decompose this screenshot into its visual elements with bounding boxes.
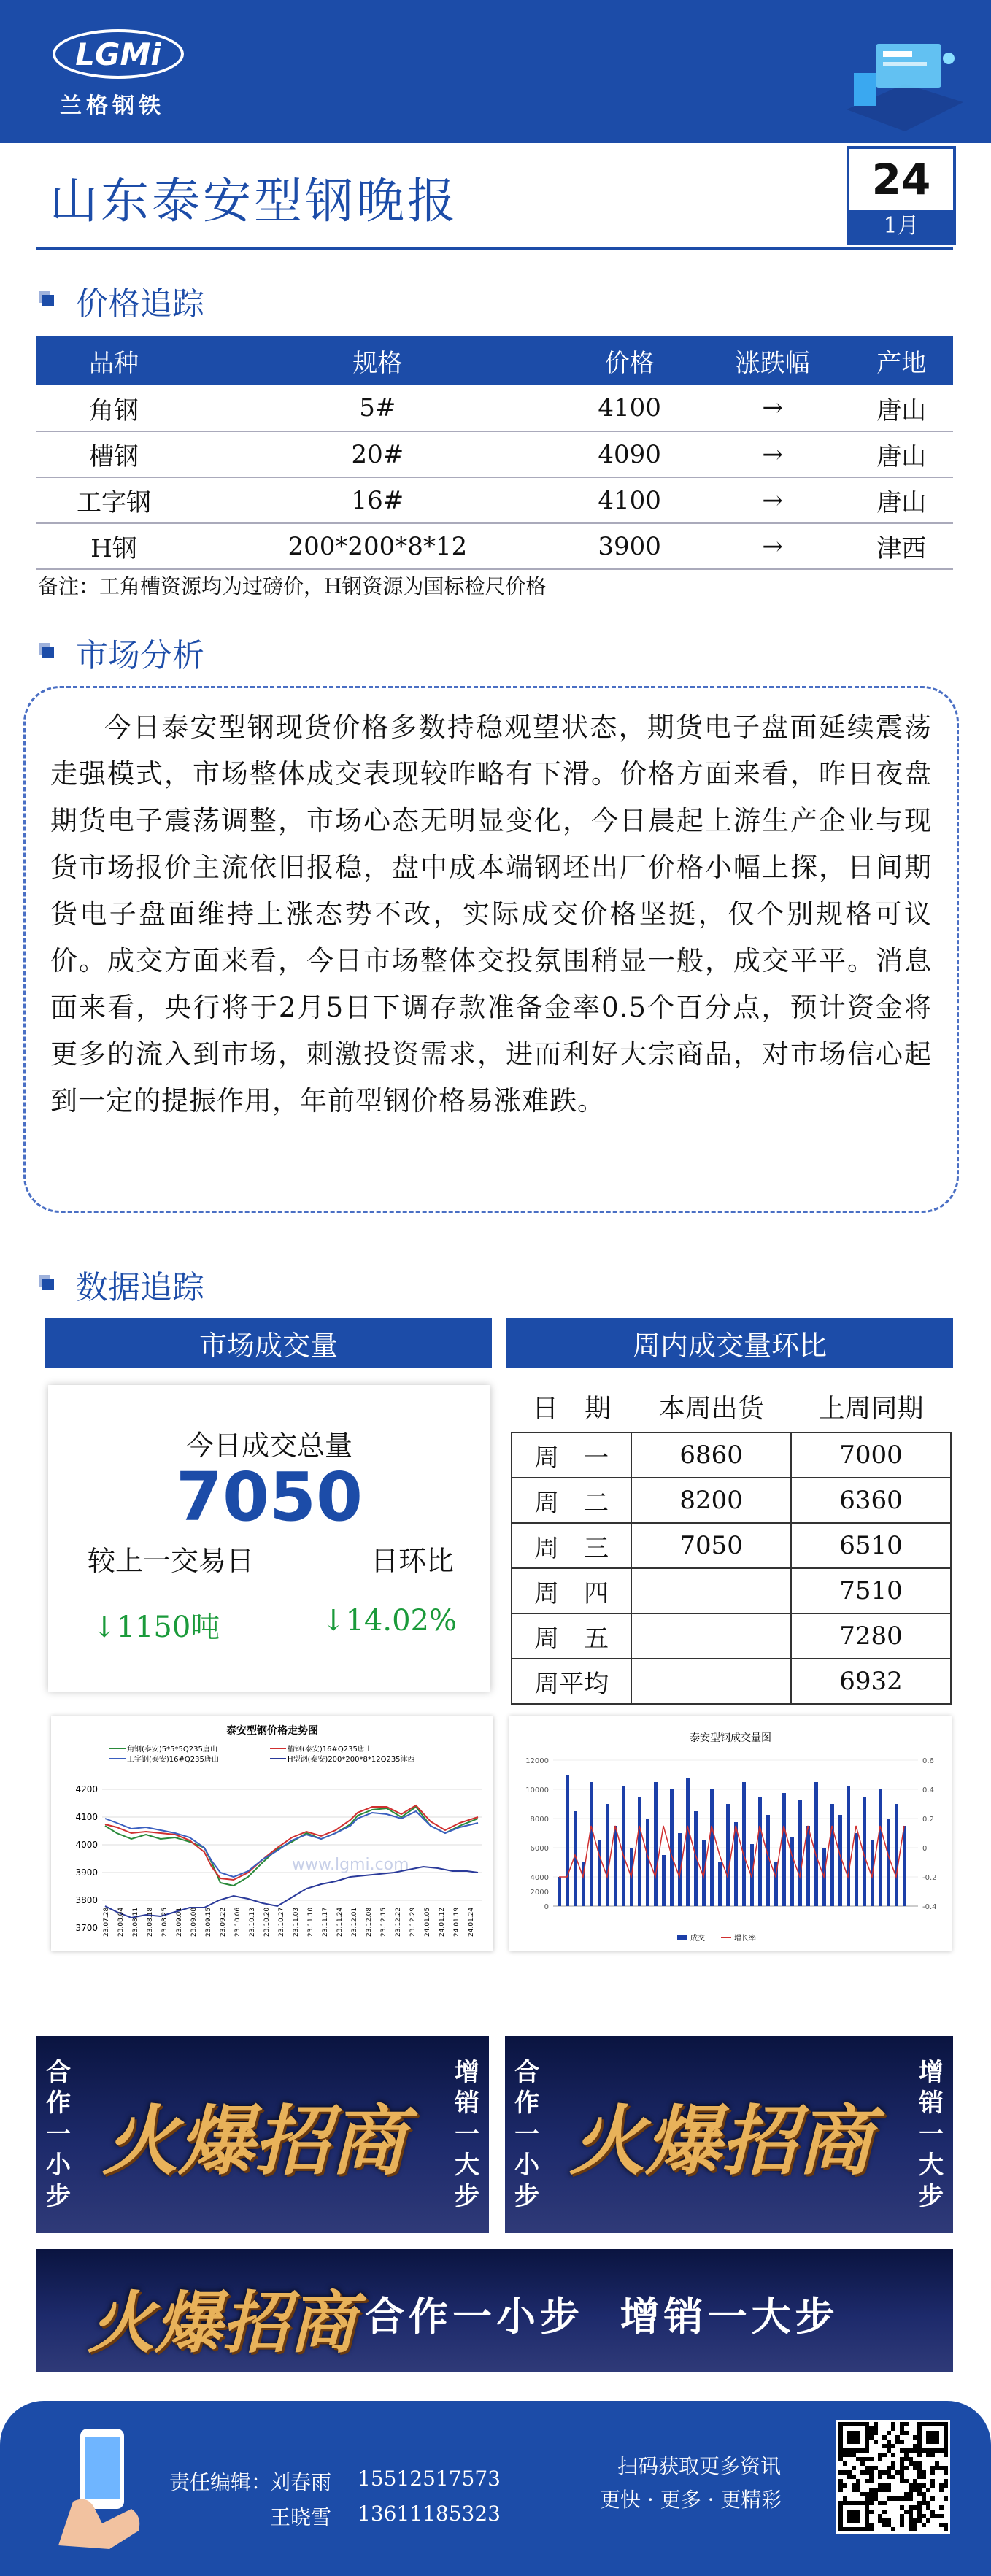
cell: 本周出货 [658,1394,764,1424]
x-tick: 23.10.06 [234,1907,242,1937]
cell: 5# [191,385,564,431]
table-row [512,1478,951,1523]
y-tick: -0.4 [922,1903,937,1911]
table-row [512,1568,951,1613]
x-tick: 23.10.20 [263,1907,271,1937]
cell: 6510 [791,1523,951,1568]
table-row [512,1613,951,1659]
ratio-label: 日环比 [370,1545,454,1577]
cell: 周 四 [512,1568,631,1613]
cell: 日 期 [532,1394,612,1424]
cell: 16# [191,477,564,523]
cell [631,1613,791,1659]
title-underline [36,247,953,250]
cell: 6932 [791,1659,951,1704]
bar [879,1789,882,1906]
x-tick: 23.11.17 [322,1907,329,1937]
bar [742,1782,746,1906]
x-tick: 23.11.10 [307,1907,315,1937]
banner-main-text: 火爆招商 [88,2284,357,2362]
legend-item: 成交 [690,1935,705,1943]
qr-text: 更快 · 更多 · 更精彩 [600,2488,782,2512]
section-square-icon [42,1279,54,1290]
x-tick: 23.10.27 [278,1907,285,1937]
cell: 周 三 [512,1523,631,1568]
price-table [36,336,953,570]
market-volume-bar: 市场成交量 [45,1318,492,1368]
cell: 4100 [564,385,695,431]
date-badge [847,146,956,245]
cell: 6360 [791,1478,951,1523]
bar [790,1837,794,1906]
y-tick: 0.2 [922,1816,934,1824]
banner-main-text: 火爆招商 [569,2097,874,2186]
cell: → [695,385,850,431]
bar [558,1877,561,1906]
cell [631,1568,791,1613]
cell: → [695,477,850,523]
chart2-title: 泰安型钢成交量图 [690,1732,771,1744]
ad-banner-left[interactable] [36,2036,489,2233]
x-tick: 23.08.18 [147,1907,154,1937]
qr-text: 扫码获取更多资讯 [617,2454,782,2478]
editor-name: 刘春雨 [270,2470,332,2494]
section-square-icon [42,647,54,658]
table-row [512,1523,951,1568]
change-value: ↓1150吨 [92,1611,220,1644]
y-tick: 0.4 [922,1786,934,1794]
y-tick: 10000 [525,1786,549,1794]
x-tick: 23.09.01 [176,1907,183,1937]
cell: 20# [191,431,564,477]
table-row [36,431,953,477]
cell: 上周同期 [818,1394,924,1424]
banner-main-text: 火爆招商 [102,2097,406,2186]
qr-code-icon[interactable] [836,2420,950,2534]
banner-side-text: 合 作 一 小 步 [46,2057,71,2211]
bar [830,1804,834,1906]
table-row [512,1659,951,1704]
today-label: 今日成交总量 [185,1430,352,1462]
analysis-section-header [42,629,204,676]
editor-phone: 15512517573 [358,2467,501,2491]
bar [726,1804,730,1906]
analysis-text: 今日泰安型钢现货价格多数持稳观望状态，期货电子盘面延续震荡走强模式，市场整体成交表现较昨略有下滑。价格方面来看，昨日夜盘期货电子震荡调整，市场心态无明显变化，今日晨起上游生产企业与现货市场报价主流依旧报稳，盘中成本端钢坯出厂价格小幅上探，日间期货电子盘面维持上涨态势不改，实际成交价格坚挺，仅个别规格可议价。成交方面来看，今日市场整体交投氛围稍显一般，成交平平。消息面来看，央行将于2月5日下调存款准备金率0.5个百分点，预计资金将更多的流入到市场，刺激投资需求，进而利好大宗商品，对市场信心起到一定的提振作用，年前型钢价格易涨难跌。 [50,712,932,1117]
banner-slogan: 合作一小步 增销一大步 [365,2294,839,2340]
legend-item: 槽钢(泰安)16#Q235唐山 [288,1746,372,1754]
x-tick: 24.01.19 [453,1907,460,1937]
y-tick: 3900 [75,1867,98,1878]
x-tick: 23.11.03 [293,1907,300,1937]
data-section-title: 数据追踪 [76,1269,204,1306]
compare-label: 较上一交易日 [88,1545,255,1577]
table-row [512,1432,951,1478]
ad-banner-wide[interactable] [36,2249,953,2372]
section-square-icon [42,295,54,306]
y-tick: 6000 [530,1845,549,1853]
cell: 200*200*8*12 [191,523,564,569]
cell: 4090 [564,431,695,477]
editor-label: 责任编辑： [169,2470,272,2494]
cell: 6860 [631,1432,791,1478]
bar [590,1782,593,1906]
table-row [36,477,953,523]
cell: 3900 [564,523,695,569]
cell: 7280 [791,1613,951,1659]
volume-svg [509,1716,952,1951]
y-tick: 4200 [75,1784,98,1794]
banner-side-text: 增 销 一 大 步 [455,2057,479,2211]
x-tick: 23.09.15 [205,1907,212,1937]
bar [638,1797,641,1906]
phone-hand-icon [51,2421,153,2553]
date-day: 24 [871,155,931,204]
logo-text: LGMi [75,36,161,72]
price-header: 品种 [36,336,191,385]
cell: 周 五 [512,1613,631,1659]
x-tick: 23.08.25 [161,1907,169,1937]
y-tick: 2000 [530,1889,549,1897]
x-tick: 23.08.11 [132,1907,139,1937]
bar [606,1804,609,1906]
volume-chart [509,1716,952,1951]
cell: → [695,431,850,477]
bar [758,1797,762,1906]
cell: 8200 [631,1478,791,1523]
x-tick: 24.01.12 [439,1907,446,1937]
analysis-box [23,686,959,1213]
x-tick: 23.07.28 [103,1907,110,1937]
cell: 工字钢 [36,477,191,523]
cell: 角钢 [36,385,191,431]
bar [614,1826,617,1906]
bar [718,1862,722,1906]
y-tick: 3700 [75,1923,98,1933]
bar [887,1819,890,1906]
data-section-header [42,1261,204,1308]
bar [654,1782,658,1906]
x-tick: 23.12.08 [366,1907,373,1937]
y-tick: -0.2 [922,1874,937,1882]
y-tick: 4000 [75,1840,98,1850]
price-section-title: 价格追踪 [76,285,204,323]
cell: 4100 [564,477,695,523]
cell [631,1659,791,1704]
x-tick: 23.12.15 [380,1907,387,1937]
y-tick: 0.6 [922,1757,934,1765]
bar [782,1793,786,1906]
bar [903,1826,906,1906]
table-row [36,523,953,569]
cell: 7510 [791,1568,951,1613]
cell: 唐山 [850,385,953,431]
logo-cn: 兰格钢铁 [60,93,165,119]
x-tick: 23.09.22 [220,1907,227,1937]
x-tick: 23.12.01 [351,1907,358,1937]
bar [847,1786,850,1906]
bar [686,1778,690,1906]
cell: 津西 [850,523,953,569]
chart-watermark: www.lgmi.com [292,1856,409,1874]
bar [798,1800,802,1906]
cell: 槽钢 [36,431,191,477]
x-tick: 23.08.04 [117,1907,125,1937]
y-tick: 0 [544,1903,549,1911]
cell: 唐山 [850,477,953,523]
x-tick: 23.10.13 [249,1907,256,1937]
price-section-header [42,277,204,324]
price-note: 备注：工角槽资源均为过磅价，H钢资源为国标检尺价格 [38,574,547,598]
x-tick: 23.11.24 [336,1907,344,1937]
legend-item: 增长率 [734,1935,756,1943]
x-tick: 23.12.29 [409,1907,417,1937]
bar [662,1855,666,1906]
banner-side-text: 增 销 一 大 步 [919,2057,944,2211]
x-tick: 24.01.05 [424,1907,431,1937]
growth-line [559,1826,904,1877]
y-tick: 4100 [75,1812,98,1822]
bar [566,1775,569,1906]
bar [814,1782,818,1906]
price-header: 涨跌幅 [695,336,850,385]
bar [710,1789,714,1906]
analysis-section-title: 市场分析 [76,637,204,674]
y-tick: 4000 [530,1874,549,1882]
cell: 周 二 [512,1478,631,1523]
bar [895,1804,898,1906]
page-title: 山东泰安型钢晚报 [50,173,458,229]
today-volume-card [48,1385,490,1692]
editor-name: 王晓雪 [270,2505,332,2529]
cell: 周平均 [512,1659,631,1704]
tech-illustration-icon [825,29,971,139]
price-header: 产地 [850,336,953,385]
y-tick: 0 [922,1845,928,1853]
bar [622,1786,625,1906]
bar [670,1789,674,1906]
today-value: 7050 [175,1458,363,1536]
bar [855,1833,858,1906]
x-tick: 23.09.08 [190,1907,198,1937]
price-header: 规格 [191,336,564,385]
y-tick: 3800 [75,1895,98,1905]
table-row [36,385,953,431]
price-trend-chart [51,1716,493,1951]
table-row [512,1381,951,1432]
cell: 7050 [631,1523,791,1568]
bar [806,1826,810,1906]
y-tick: 8000 [530,1816,549,1824]
banner-side-text: 合 作 一 小 步 [514,2057,539,2211]
price-header: 价格 [564,336,695,385]
price-trend-svg [51,1716,493,1951]
editor-phone: 13611185323 [358,2502,501,2526]
cell: 7000 [791,1432,951,1478]
x-tick: 24.01.24 [468,1907,475,1937]
date-month: 1月 [849,210,953,242]
legend-item: 工字钢(泰安)16#Q235唐山 [127,1756,219,1764]
weekly-compare-bar: 周内成交量环比 [506,1318,953,1368]
legend-item: 角钢(泰安)5*5*5Q235唐山 [127,1746,217,1754]
ratio-value: ↓14.02% [320,1604,457,1638]
logo [53,29,184,79]
ad-banner-right[interactable] [505,2036,953,2233]
bar [646,1819,649,1906]
cell: 唐山 [850,431,953,477]
cell: H钢 [36,523,191,569]
weekly-table [511,1381,952,1705]
x-tick: 23.12.22 [395,1907,402,1937]
legend-item: H型钢(泰安)200*200*8*12Q235津西 [288,1756,415,1764]
cell: → [695,523,850,569]
y-tick: 12000 [525,1757,549,1765]
chart1-title: 泰安型钢价格走势图 [226,1725,318,1737]
cell: 周 一 [512,1432,631,1478]
